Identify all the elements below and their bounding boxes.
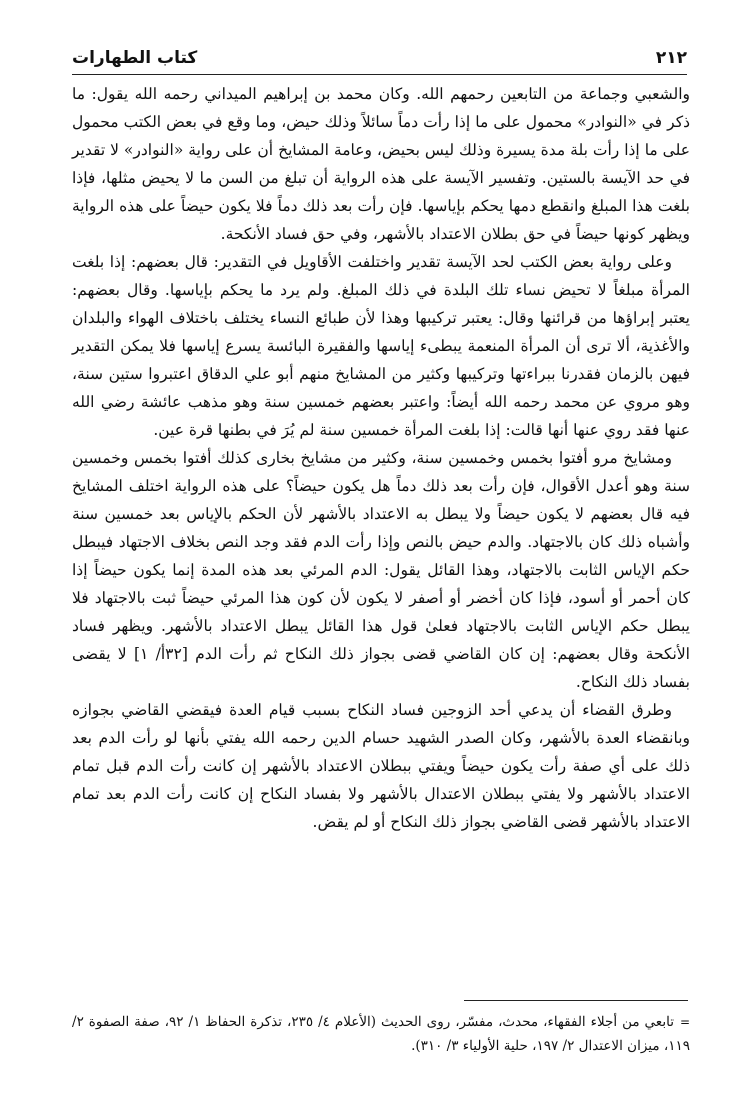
main-text bbox=[72, 80, 690, 836]
page-number: ٢١٢ bbox=[655, 48, 687, 68]
paragraph: والشعبي وجماعة من التابعين رحمهم الله. وكان محمد بن إبراهيم الميداني رحمه الله يقول: ما ذكر في «النوادر» محمول على ما إذا رأت دماً سائلاً وذلك حيض، وما وقع في بعض الكتب محمول على ما إذا رأت بلة مدة يسيرة وذلك ليس بحيض، وعامة المشايخ أن على رواية «النوادر» لا تقدير في حد الآيسة بالستين. وتفسير الآيسة على هذه الرواية أن تبلغ من السن ما لا يحيض مثلها، فإذا بلغت هذا المبلغ وانقطع دمها يحكم بإياسها. فإن رأت بعد ذلك دماً فلا يكون حيضاً على هذه الرواية ويظهر كونها حيضاً في حق بطلان الاعتداد بالأشهر، وفي حق فساد الأنكحة. bbox=[72, 85, 690, 243]
paragraph: وطرق القضاء أن يدعي أحد الزوجين فساد النكاح بسبب قيام العدة فيقضي القاضي بجوازه وبانقضاء العدة بالأشهر، وكان الصدر الشهيد حسام الدين رحمه الله يفتي بأنها لو رأت الدم بعد ذلك على أي صفة رأت يكون حيضاً ويفتي ببطلان الاعتداد بالأشهر إن كانت رأت الدم قبل تمام الاعتداد بالأشهر ولا يفتي ببطلان الاعتدال بالأشهر ولا بفساد النكاح إن كانت رأت الدم بعد تمام الاعتداد بالأشهر قضى القاضي بجواز ذلك النكاح أو لم يقض. bbox=[72, 701, 690, 831]
footnote-separator bbox=[464, 1000, 688, 1001]
footnote-marker: = bbox=[679, 1015, 691, 1029]
page-header bbox=[72, 42, 687, 75]
paragraph: ومشايخ مرو أفتوا بخمس وخمسين سنة، وكثير من مشايخ بخارى كذلك أفتوا بخمس وخمسين سنة وهو أعدل الأقوال، فإن رأت بعد ذلك دماً هل يكون حيضاً؟ على هذه الرواية اختلف المشايخ فيه قال بعضهم لا يكون حيضاً ولا يبطل به الاعتداد بالأشهر لأن الحكم بالإياس بعد خمسين سنة وأشباه ذلك كان بالاجتهاد. والدم حيض بالنص وإذا رأت الدم فقد وجد النص بخلاف الاجتهاد فيبطل حكم الإياس الثابت بالاجتهاد، وهذا القائل يقول: الدم المرئي بعد هذه المدة إنما يكون حيضاً إذا كان أحمر أو أسود، فإذا كان أخضر أو أصفر لا يكون لأن كون هذا المرئي حيضاً ثبت بالاجتهاد فلا يبطل حكم الإياس الثابت بالاجتهاد فعلىٰ قول هذا القائل يبطل الاعتداد بالأشهر. ويظهر فساد الأنكحة وقال بعضهم: إن كان القاضي قضى بجواز ذلك النكاح ثم رأت الدم [٣٢أ/ ١] لا يقضى بفساد ذلك النكاح. bbox=[72, 449, 690, 691]
book-title: كتاب الطهارات bbox=[72, 48, 198, 68]
paragraph: وعلى رواية بعض الكتب لحد الآيسة تقدير واختلفت الأقاويل في التقدير: قال بعضهم: إذا بلغت المرأة مبلغاً لا تحيض نساء تلك البلدة في ذلك المبلغ. ولم يرد ما يحكم بإياسها. وقال بعضهم: يعتبر إبراؤها من قرائنها وقال: يعتبر تركيبها وهذا لأن طبائع النساء يختلف باختلاف الهواء والبلدان والأغذية، ألا ترى أن المرأة المنعمة يبطىء إياسها والفقيرة البائسة يسرع إياسها فلا يمكن التقدير فيهن بالزمان فقدرنا ببراءتها وتركيبها وكثير من المشايخ منهم أبو علي الدقاق اعتبروا ستين سنة، وهو مروي عن محمد رحمه الله أيضاً: واعتبر بعضهم خمسين سنة وهو مذهب عائشة رضي الله عنها فقد روي عنها أنها قالت: إذا بلغت المرأة خمسين سنة لم يُرَ في بطنها قرة عين. bbox=[72, 253, 690, 439]
footnote-text: تابعي من أجلاء الفقهاء، محدث، مفسّر، روى الحديث (الأعلام ٤/ ٢٣٥، تذكرة الحفاظ ١/ ٩٢، صفة الصفوة ٢/ ١١٩، ميزان الاعتدال ٢/ ١٩٧، حلية الأولياء ٣/ ٣١٠). bbox=[72, 1014, 690, 1054]
footnote bbox=[72, 1010, 690, 1058]
